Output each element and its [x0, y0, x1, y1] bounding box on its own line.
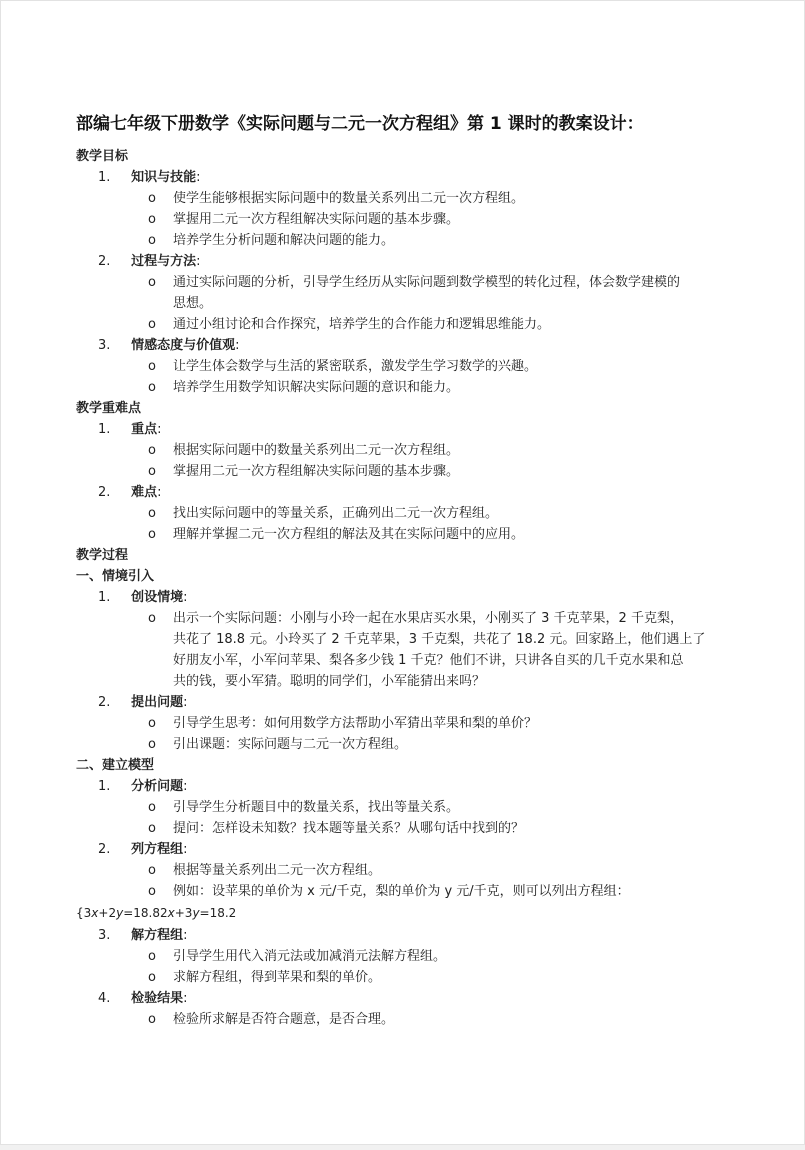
bullet-text: 找出实际问题中的等量关系，正确列出二元一次方程组。: [173, 506, 499, 521]
bullet-text: 根据实际问题中的数量关系列出二元一次方程组。: [173, 443, 460, 458]
list-item: 3. 解方程组:: [98, 928, 188, 943]
bullet-marker: o: [148, 821, 156, 836]
section-heading-keypoints: 教学重难点: [76, 401, 142, 416]
section-heading-process: 教学过程: [76, 548, 129, 563]
bullet-marker: o: [148, 800, 156, 815]
equation-system: {3x+2y=18.82x+3y=18.2: [76, 906, 237, 920]
bullet-marker: o: [148, 716, 156, 731]
bullet-marker: o: [148, 233, 156, 248]
bullet-text: 出示一个实际问题：小刚与小玲一起在水果店买水果，小刚买了 3 千克苹果，2 千克梨，: [173, 611, 683, 626]
bullet-marker: o: [148, 212, 156, 227]
bullet-text: 好朋友小军，小军问苹果、梨各多少钱 1 千克？他们不讲，只讲各自买的几千克水果和总: [173, 653, 684, 668]
bullet-marker: o: [148, 506, 156, 521]
bullet-marker: o: [148, 380, 156, 395]
bullet-text: 通过小组讨论和合作探究，培养学生的合作能力和逻辑思维能力。: [173, 317, 551, 332]
bullet-marker: o: [148, 970, 156, 985]
list-item: 2. 提出问题:: [98, 695, 188, 710]
bullet-text: 培养学生用数学知识解决实际问题的意识和能力。: [173, 380, 460, 395]
list-item: 2. 列方程组:: [98, 842, 188, 857]
list-item: 1. 知识与技能:: [98, 170, 201, 185]
bullet-text: 共花了 18.8 元。小玲买了 2 千克苹果，3 千克梨，共花了 18.2 元。回家路上，他们遇上了: [173, 632, 706, 647]
list-item: 1. 重点:: [98, 422, 162, 437]
list-item: 2. 过程与方法:: [98, 254, 201, 269]
bullet-marker: o: [148, 611, 156, 626]
bullet-marker: o: [148, 884, 156, 899]
bullet-marker: o: [148, 1012, 156, 1027]
list-item: 1. 分析问题:: [98, 779, 188, 794]
bullet-marker: o: [148, 949, 156, 964]
bullet-text: 检验所求解是否符合题意，是否合理。: [173, 1012, 395, 1027]
bullet-marker: o: [148, 863, 156, 878]
bullet-marker: o: [148, 737, 156, 752]
bullet-marker: o: [148, 464, 156, 479]
subsection-heading: 二、建立模型: [76, 758, 155, 773]
document-title: 部编七年级下册数学《实际问题与二元一次方程组》第 1 课时的教案设计：: [76, 114, 644, 134]
bullet-marker: o: [148, 317, 156, 332]
bullet-marker: o: [148, 359, 156, 374]
bullet-text: 让学生体会数学与生活的紧密联系，激发学生学习数学的兴趣。: [173, 359, 538, 374]
bullet-text: 通过实际问题的分析，引导学生经历从实际问题到数学模型的转化过程，体会数学建模的: [173, 275, 681, 290]
bullet-text: 引导学生分析题目中的数量关系，找出等量关系。: [173, 800, 460, 815]
bullet-text: 理解并掌握二元一次方程组的解法及其在实际问题中的应用。: [173, 527, 525, 542]
bullet-marker: o: [148, 191, 156, 206]
bullet-marker: o: [148, 527, 156, 542]
bullet-text: 引出课题：实际问题与二元一次方程组。: [173, 737, 408, 752]
list-item: 2. 难点:: [98, 485, 162, 500]
bullet-marker: o: [148, 275, 156, 290]
bullet-text: 掌握用二元一次方程组解决实际问题的基本步骤。: [173, 212, 460, 227]
subsection-heading: 一、情境引入: [76, 569, 155, 584]
bullet-text: 求解方程组，得到苹果和梨的单价。: [173, 970, 382, 985]
section-heading-goals: 教学目标: [76, 149, 129, 164]
bullet-text: 提问：怎样设未知数？找本题等量关系？从哪句话中找到的？: [173, 821, 525, 836]
bullet-text: 培养学生分析问题和解决问题的能力。: [173, 233, 395, 248]
bullet-text: 例如：设苹果的单价为 x 元/千克，梨的单价为 y 元/千克，则可以列出方程组：: [173, 884, 630, 899]
bullet-text: 根据等量关系列出二元一次方程组。: [173, 863, 382, 878]
bullet-text: 掌握用二元一次方程组解决实际问题的基本步骤。: [173, 464, 460, 479]
list-item: 1. 创设情境:: [98, 590, 188, 605]
bullet-marker: o: [148, 443, 156, 458]
bullet-text: 共的钱，要小军猜。聪明的同学们，小军能猜出来吗？: [173, 674, 486, 689]
list-item: 3. 情感态度与价值观:: [98, 338, 240, 353]
bullet-text: 使学生能够根据实际问题中的数量关系列出二元一次方程组。: [173, 191, 525, 206]
bullet-text: 引导学生思考：如何用数学方法帮助小军猜出苹果和梨的单价？: [173, 716, 538, 731]
bullet-text: 思想。: [173, 296, 213, 311]
bullet-text: 引导学生用代入消元法或加减消元法解方程组。: [173, 949, 447, 964]
list-item: 4. 检验结果:: [98, 991, 188, 1006]
